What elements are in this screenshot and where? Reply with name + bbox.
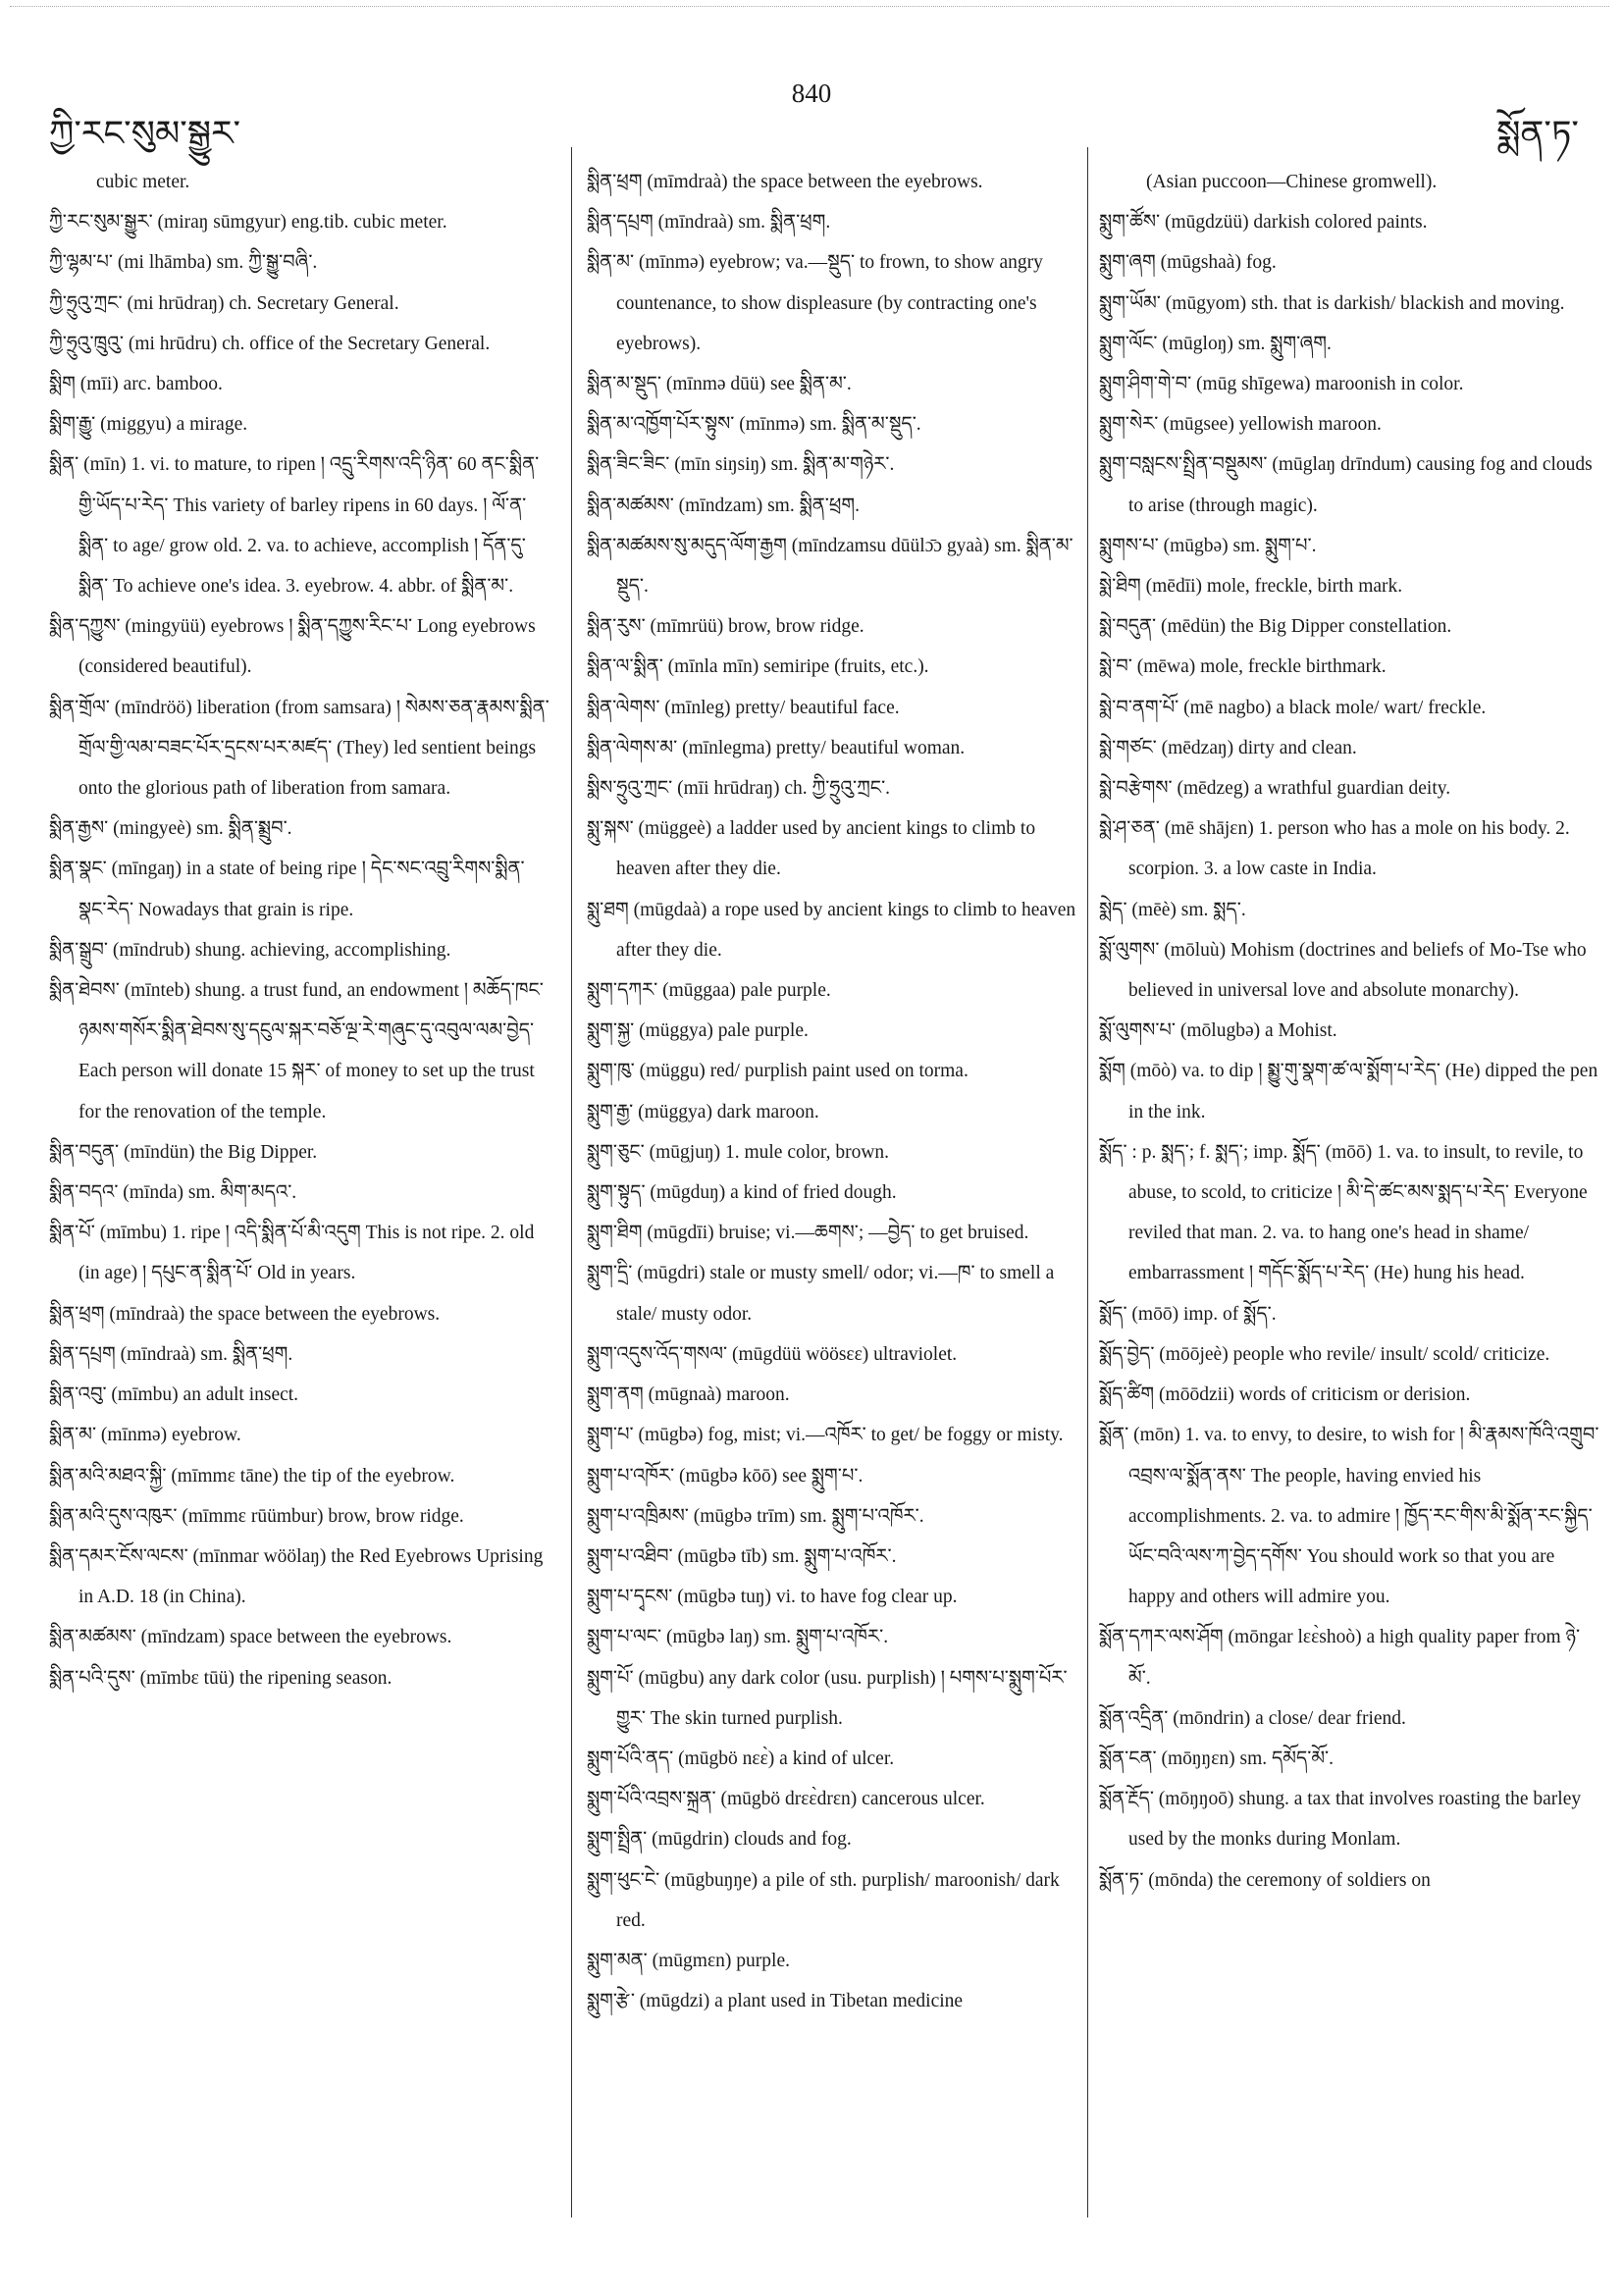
dictionary-entry: སྨོད་ (mōō) imp. of སྨོད་. bbox=[1099, 1303, 1277, 1325]
dictionary-entry: སྨིས་ཧྲུའུ་ཀྲང་ (mīi hrūdraŋ) ch. ཀྱི་ཧྲུའུ་ཀྲང་. bbox=[587, 778, 891, 800]
dictionary-entry: སྨིག་རྒྱུ་ (miggyu) a mirage. bbox=[49, 414, 248, 436]
dictionary-entry: སྨིན་མཚམས་ (mīndzam) sm. སྨིན་ཕྲག. bbox=[587, 495, 860, 516]
dictionary-entry: སྨུག་པ་འཁོར་ (mūgbə kōō) see སྨུག་པ་. bbox=[587, 1465, 864, 1487]
dictionary-entry: སྨུ་ཐག (mūgdaà) a rope used by ancient kings to climb to heaven after they die. bbox=[587, 899, 1076, 961]
dictionary-entry: སྨིན་སྣང་ (mīngaŋ) in a state of being ripe ། དེང་སང་འབྲུ་རིགས་སྨིན་སྣང་རེད་ Nowadays that grain is ripe. bbox=[49, 859, 525, 920]
dictionary-entry: སྨིན་མ་ (mīnmə) eyebrow. bbox=[49, 1425, 241, 1446]
dictionary-entry: སྨོན་ཏ་ (mōnda) the ceremony of soldiers on bbox=[1099, 1869, 1431, 1891]
dictionary-entry: སྨིན་སྒྲུབ་ (mīndrub) shung. achieving, accomplishing. bbox=[49, 939, 451, 961]
dictionary-entry: སྨུགས་པ་ (mūgbə) sm. སྨུག་པ་. bbox=[1099, 535, 1317, 556]
dictionary-entry: སྨིན་ཟིང་ཟིང་ (mīn siŋsiŋ) sm. སྨིན་མ་གཉེར་. bbox=[587, 454, 895, 476]
dictionary-entry: སྨུག་ཕུང་ངེ་ (mūgbuŋŋe) a pile of sth. purplish/ maroonish/ dark red. bbox=[587, 1869, 1060, 1931]
dictionary-entry: སྨིན་རྒྱས་ (mingyeè) sm. སྨིན་སྨྲུབ་. bbox=[49, 818, 292, 840]
dictionary-entry: སྨེ་བརྩེགས་ (mēdzeg) a wrathful guardian deity. bbox=[1099, 778, 1451, 800]
dictionary-entry: སྨུག་དྲི་ (mūgdri) stale or musty smell/ odor; vi.—ཁ་ to smell a stale/ musty odor. bbox=[587, 1263, 1055, 1325]
dictionary-entry: སྨེད་ (mēè) sm. སྨད་. bbox=[1099, 899, 1246, 920]
dictionary-entry: སྨིན་ཕྲག (mīmdraà) the space between the eyebrows. bbox=[587, 172, 983, 192]
dictionary-entry: སྨོག (mōò) va. to dip ། སྨྱུ་གུ་སྣག་ཚ་ལ་སྨོག་པ་རེད་ (He) dipped the pen in the ink. bbox=[1099, 1061, 1598, 1122]
dictionary-entry: སྨུག་བསླངས་སྤྲིན་བསྡུམས་ (mūglaŋ drīndum) causing fog and clouds to arise (through magic). bbox=[1099, 454, 1593, 516]
dictionary-entry: སྨུག་ཞག (mūgshaà) fog. bbox=[1099, 252, 1277, 274]
dictionary-entry: སྨེ་ཤ་ཅན་ (mē shājɛn) 1. person who has a mole on his body. 2. scorpion. 3. a low caste in India. bbox=[1099, 818, 1570, 880]
dictionary-entry: ཀྱི་ལྷམ་པ་ (mi lhāmba) sm. ཀྱི་སྒྱུ་བཞི་. bbox=[49, 252, 318, 274]
dictionary-entry: སྨུག་པ་ལང་ (mūgbə laŋ) sm. སྨུག་པ་འཁོར་. bbox=[587, 1627, 889, 1648]
dictionary-entry: སྨོན་ (mōn) 1. va. to envy, to desire, to wish for ། མི་རྣམས་ཁོའི་འགྲུབ་འབྲས་ལ་སྨོན་ནས་ The people, having envied his accomplishments. 2. va. to admire ། ཁྱོད་རང་གིས་མི་སྨོན་རང་སྐྱིད་ཡོང་བའི་ལས་ཀ་བྱེད་དགོས་ You should work so that you are happy and others will admire you. bbox=[1099, 1425, 1599, 1608]
dictionary-entry: སྨིན་བདུན་ (mīndün) the Big Dipper. bbox=[49, 1141, 318, 1163]
dictionary-entry: སྨོ་ལུགས་ (mōluù) Mohism (doctrines and beliefs of Mo-Tse who believed in universal love and absolute monarchy). bbox=[1099, 939, 1587, 1002]
page-number: 840 bbox=[791, 78, 832, 108]
dictionary-entry: སྨིན་འབུ་ (mīmbu) an adult insect. bbox=[49, 1384, 299, 1406]
dictionary-entry: སྨུག་ཐིག (mūgdīi) bruise; vi.—ཆགས་; —བྱེད་ to get bruised. bbox=[587, 1223, 1029, 1244]
dictionary-entry: སྨོད་བྱེད་ (mōōjeè) people who revile/ insult/ scold/ criticize. bbox=[1099, 1343, 1550, 1365]
dictionary-entry: སྨིན་མཚམས་སུ་མདུད་ལོག་རྒྱག (mīndzamsu dūülɔ̄ɔ gyaà) sm. སྨིན་མ་སྡུད་. bbox=[587, 535, 1073, 598]
dictionary-entry: སྨུག་སྟུད་ (mūgduŋ) a kind of fried dough. bbox=[587, 1182, 897, 1204]
dictionary-entry: སྨུ་སྐས་ (müggeè) a ladder used by ancient kings to climb to heaven after they die. bbox=[587, 818, 1036, 880]
top-dotted-line bbox=[10, 6, 1609, 7]
dictionary-entry: སྨོད་ཚིག (mōōdzii) words of criticism or derision. bbox=[1099, 1384, 1471, 1406]
dictionary-entry: ཀྱི་རང་སུམ་སྒྱུར་ (miraŋ sūmgyur) eng.tib. cubic meter. bbox=[49, 212, 447, 234]
dictionary-entry: སྨུག་པོའི་ནད་ (mūgbö nɛɛ̀) a kind of ulcer. bbox=[587, 1748, 895, 1769]
dictionary-entry: སྨིག (mīi) arc. bamboo. bbox=[49, 374, 223, 395]
dictionary-entry: སྨིན་ཐེབས་ (mīnteb) shung. a trust fund, an endowment ། མཆོད་ཁང་ཉམས་གསོར་སྨིན་ཐེབས་སུ་དངུལ་སྐར་བཅོ་ལྔ་རེ་གཞུང་དུ་འབུལ་ལམ་བྱེད་ Each person will donate 15 སྐར་ of money to set up the trust for the renovation of the temple. bbox=[49, 980, 544, 1122]
dictionary-entry: སྨུག་འདུས་འོད་གསལ་ (mūgdüü wöösɛɛ) ultraviolet. bbox=[587, 1343, 958, 1365]
dictionary-entry: སྨིན་མ་ (mīnmə) eyebrow; va.—སྡུད་ to frown, to show angry countenance, to show displeasure (by contracting one's eyebrows). bbox=[587, 252, 1043, 354]
dictionary-entry: སྨེ་ཐིག (mēdīi) mole, freckle, birth mark. bbox=[1099, 576, 1403, 598]
dictionary-entry: སྨིན་མཚམས་ (mīndzam) space between the eyebrows. bbox=[49, 1627, 452, 1648]
dictionary-entry: སྨུག་སྤྲིན་ (mūgdrin) clouds and fog. bbox=[587, 1829, 852, 1851]
dictionary-entry: སྨུག་པ་ (mūgbə) fog, mist; vi.—འཁོར་ to get/ be foggy or misty. bbox=[587, 1425, 1064, 1446]
dictionary-entry: སྨུག་ཡོམ་ (mūgyom) sth. that is darkish/ blackish and moving. bbox=[1099, 292, 1565, 314]
guide-word-right: སྨོན་ཏ་ bbox=[1496, 114, 1579, 154]
column-3 bbox=[1099, 162, 1599, 1901]
dictionary-entry: སྨུག་པ་འཁྲིམས་ (mūgbə trīm) sm. སྨུག་པ་འཁོར་. bbox=[587, 1505, 924, 1527]
dictionary-entry: སྨུག་པ་འཐིབ་ (mūgbə tīb) sm. སྨུག་པ་འཁོར་. bbox=[587, 1545, 897, 1567]
dictionary-entry: སྨོན་དཀར་ལས་ཤོག (mōngar lɛɛ̀shoò) a high quality paper from ཉེ་མོ་. bbox=[1099, 1627, 1581, 1689]
dictionary-entry: སྨུག་པ་དྭངས་ (mūgbə tuŋ) vi. to have fog clear up. bbox=[587, 1587, 958, 1608]
dictionary-entry: སྨུག་ཤིག་གེ་བ་ (mūg shīgewa) maroonish in color. bbox=[1099, 374, 1464, 395]
dictionary-entry: ཀྱི་ཧྲུའུ་ཁྲུའུ་ (mi hrūdru) ch. office of the Secretary General. bbox=[49, 333, 491, 354]
dictionary-entry: སྨུག་སེར་ (mūgsee) yellowish maroon. bbox=[1099, 414, 1382, 436]
dictionary-entry: cubic meter. bbox=[96, 172, 190, 192]
dictionary-entry: སྨུག་ནག (mūgnaà) maroon. bbox=[587, 1384, 790, 1406]
dictionary-entry: སྨིན་པའི་དུས་ (mīmbɛ tūü) the ripening season. bbox=[49, 1667, 393, 1689]
dictionary-entry: སྨིན་དཔྲག (mīndraà) sm. སྨིན་ཕྲག. bbox=[587, 212, 831, 234]
dictionary-entry: སྨུག་དཀར་ (mūggaa) pale purple. bbox=[587, 980, 831, 1002]
dictionary-entry: སྨོན་རྔོད་ (mōŋŋoō) shung. a tax that involves roasting the barley used by the monks during Monlam. bbox=[1099, 1789, 1582, 1851]
dictionary-entry: སྨུག་སྐྱ་ (müggya) pale purple. bbox=[587, 1020, 809, 1042]
dictionary-entry: སྨིན་ལེགས་ (mīnleg) pretty/ beautiful face. bbox=[587, 697, 900, 718]
page-header bbox=[0, 0, 1623, 154]
dictionary-entry: སྨུག་ཚོས་ (mūgdzüü) darkish colored paints. bbox=[1099, 212, 1428, 234]
dictionary-entry: སྨིན་མའི་དུས་འཁུར་ (mīmmɛ rūümbur) brow, brow ridge. bbox=[49, 1505, 464, 1527]
dictionary-entry: སྨུག་རྒྱ་ (müggya) dark maroon. bbox=[587, 1101, 819, 1122]
dictionary-entry: སྨུག་པོའི་འབྲས་སྐྲན་ (mūgbö drɛɛ̀drɛn) cancerous ulcer. bbox=[587, 1789, 985, 1810]
dictionary-entry: སྨིན་ལ་སྨིན་ (mīnla mīn) semiripe (fruits, etc.). bbox=[587, 656, 929, 678]
column-1 bbox=[49, 162, 550, 1698]
dictionary-entry: སྨིན་ཕྲག (mīndraà) the space between the eyebrows. bbox=[49, 1303, 441, 1325]
column-divider-2 bbox=[1087, 147, 1088, 2218]
dictionary-entry: སྨིན་གྲོལ་ (mīndröö) liberation (from samsara) ། སེམས་ཅན་རྣམས་སྨིན་གྲོལ་གྱི་ལམ་བཟང་པོར་དྲངས་པར་མཛད་ (They) led sentient beings onto the glorious path of liberation from samara. bbox=[49, 697, 550, 800]
dictionary-entry: སྨིན་མའི་མཐའ་སྐྱི་ (mīmmɛ tāne) the tip of the eyebrow. bbox=[49, 1465, 455, 1487]
dictionary-entry: སྨིན་ (mīn) 1. vi. to mature, to ripen ། འདྲུ་རིགས་འདི་ཉིན་ 60 ནང་སྨིན་གྱི་ཡོད་པ་རེད་ This variety of barley ripens in 60 days. ། ལོ་ན་སྨིན་ to age/ grow old. 2. va. to achieve, accomplish ། དོན་དུ་སྨིན་ To achieve one's idea. 3. eyebrow. 4. abbr. of སྨིན་མ་. bbox=[49, 454, 540, 598]
dictionary-entry: སྨུག་རྩེ་ (mūgdzi) a plant used in Tibetan medicine bbox=[587, 1991, 964, 2012]
dictionary-entry: སྨིན་མ་སྡུད་ (mīnmə dūü) see སྨིན་མ་. bbox=[587, 374, 852, 395]
dictionary-entry: སྨིན་དཀྱུས་ (mingyüü) eyebrows ། སྨིན་དཀྱུས་རིང་པ་ Long eyebrows (considered beautiful). bbox=[49, 616, 536, 678]
dictionary-entry: སྨེ་བདུན་ (mēdün) the Big Dipper constellation. bbox=[1099, 616, 1452, 638]
dictionary-entry: སྨིན་ལེགས་མ་ (mīnlegma) pretty/ beautiful woman. bbox=[587, 737, 966, 758]
dictionary-entry: (Asian puccoon—Chinese gromwell). bbox=[1146, 172, 1438, 192]
dictionary-entry: སྨུག་ཅུང་ (mūgjuŋ) 1. mule color, brown. bbox=[587, 1141, 890, 1163]
dictionary-entry: སྨུག་ཁུ་ (müggu) red/ purplish paint used on torma. bbox=[587, 1061, 969, 1082]
dictionary-entry: སྨིན་མ་འཁྱོག་པོར་སྟུས་ (mīnmə) sm. སྨིན་མ་སྡུད་. bbox=[587, 414, 921, 436]
dictionary-entry: སྨོ་ལུགས་པ་ (mōlugbə) a Mohist. bbox=[1099, 1020, 1337, 1042]
column-2 bbox=[587, 162, 1087, 2021]
dictionary-entry: སྨུག་པོ་ (mūgbu) any dark color (usu. purplish) ། པགས་པ་སྨུག་པོར་གྱུར་ The skin turned purplish. bbox=[587, 1667, 1068, 1729]
dictionary-entry: ཀྱི་ཧྲུའུ་ཀྲང་ (mi hrūdraŋ) ch. Secretary General. bbox=[49, 292, 399, 314]
dictionary-entry: སྨིན་རུས་ (mīmrüü) brow, brow ridge. bbox=[587, 616, 864, 638]
column-divider-1 bbox=[571, 147, 572, 2218]
dictionary-entry: སྨུག་མན་ (mūgmɛn) purple. bbox=[587, 1950, 790, 1971]
guide-word-left: ཀྱི་རང་སུམ་སྒྱུར་ bbox=[49, 114, 241, 154]
dictionary-entry: སྨོན་འདྲིན་ (mōndrin) a close/ dear friend. bbox=[1099, 1707, 1406, 1729]
dictionary-entry: སྨོན་ངན་ (mōŋŋɛn) sm. དམོད་མོ་. bbox=[1099, 1748, 1335, 1769]
dictionary-entry: སྨིན་དམར་ངོས་ལངས་ (mīnmar wöölaŋ) the Red Eyebrows Uprising in A.D. 18 (in China). bbox=[49, 1545, 544, 1608]
dictionary-entry: སྨོད་ : p. སྨད་; f. སྨད་; imp. སྨོད་ (mōō) 1. va. to insult, to revile, to abuse, to scold, to criticize ། མི་དེ་ཚང་མས་སྨད་པ་རེད་ Everyone reviled that man. 2. va. to hang one's head in shame/ embarrassment ། གདོང་སྨོད་པ་རེད་ (He) hung his head. bbox=[1099, 1141, 1588, 1284]
dictionary-entry: སྨུག་ལོང་ (mūgloŋ) sm. སྨུག་ཞག. bbox=[1099, 333, 1332, 354]
dictionary-entry: སྨིན་པོ་ (mīmbu) 1. ripe ། འདི་སྨིན་པོ་མི་འདུག This is not ripe. 2. old (in age) ། དཔུང་ན་སྨིན་པོ་ Old in years. bbox=[49, 1223, 535, 1284]
dictionary-entry: སྨེ་བ་ནག་པོ་ (mē nagbo) a black mole/ wart/ freckle. bbox=[1099, 697, 1487, 718]
dictionary-entry: སྨིན་བདའ་ (mīnda) sm. མིག་མདའ་. bbox=[49, 1182, 297, 1204]
dictionary-entry: སྨིན་དཔྲག (mīndraà) sm. སྨིན་ཕྲག. bbox=[49, 1343, 293, 1365]
dictionary-entry: སྨེ་གཙང་ (mēdzaŋ) dirty and clean. bbox=[1099, 737, 1357, 758]
dictionary-entry: སྨེ་བ་ (mēwa) mole, freckle birthmark. bbox=[1099, 656, 1387, 678]
